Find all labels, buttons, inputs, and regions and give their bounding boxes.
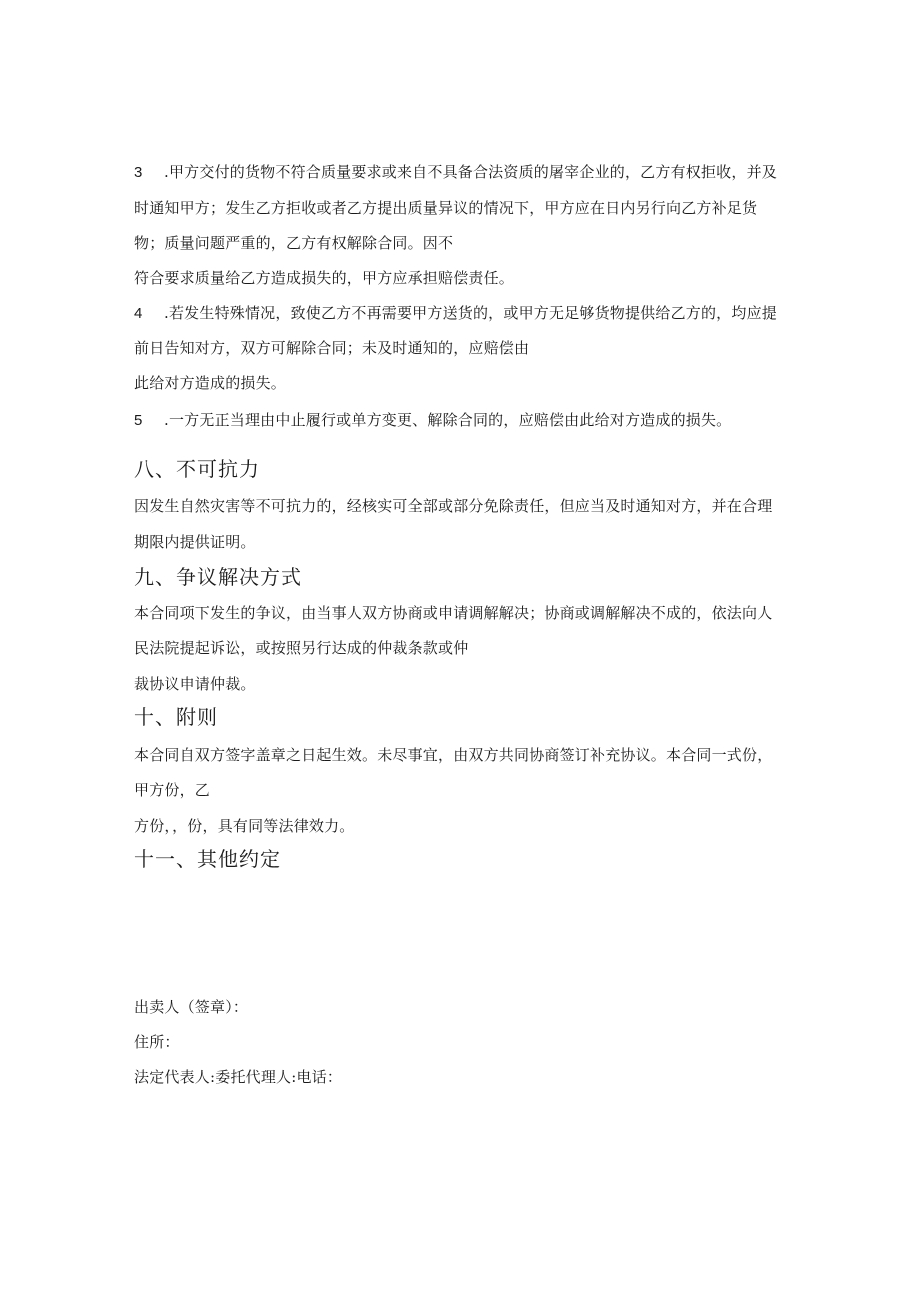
clause7-item3-line2: 时通知甲方；发生乙方拒收或者乙方提出质量异议的情况下，甲方应在日内另行向乙方补足货 [134,199,758,217]
item-text: .甲方交付的货物不符合质量要求或来自不具备合法资质的屠宰企业的，乙方有权拒收，并及 [164,163,777,181]
item-text: .一方无正当理由中止履行或单方变更、解除合同的，应赔偿由此给对方造成的损失。 [164,411,732,429]
clause10-line1: 本合同自双方签字盖章之日起生效。未尽事宜，由双方共同协商签订补充协议。本合同一式份， [134,746,773,764]
clause7-item3-line3: 物；质量问题严重的，乙方有权解除合同。因不 [134,234,454,252]
clause10-line3: 方份，，份，具有同等法律效力。 [134,817,355,835]
clause8-line1: 因发生自然灾害等不可抗力的，经核实可全部或部分免除责任，但应当及时通知对方，并在合理 [134,497,773,515]
item-number: 5 [134,412,143,429]
clause8-line2: 期限内提供证明。 [134,533,256,551]
clause7-item5-line1 [134,410,731,431]
item-number: 4 [134,305,143,322]
item-number: 3 [134,164,143,181]
clause8-heading: 八、不可抗力 [134,457,260,481]
clause7-item4-line2: 前日告知对方，双方可解除合同；未及时通知的，应赔偿由 [134,339,530,357]
clause11-heading: 十一、其他约定 [134,847,281,871]
clause9-line1: 本合同项下发生的争议，由当事人双方协商或申请调解解决；协商或调解解决不成的，依法向人 [134,604,773,622]
clause7-item3-line4: 符合要求质量给乙方造成损失的，甲方应承担赔偿责任。 [134,269,515,287]
seller-signature-label: 出卖人（签章）： [134,998,249,1016]
clause9-heading: 九、争议解决方式 [134,565,302,589]
clause9-line3: 裁协议申请仲裁。 [134,675,256,693]
address-label: 住所： [134,1033,180,1051]
clause7-item4-line3: 此给对方造成的损失。 [134,374,287,392]
clause9-line2: 民法院提起诉讼，或按照另行达成的仲裁条款或仲 [134,639,469,657]
clause10-heading: 十、附则 [134,705,218,729]
item-text: .若发生特殊情况，致使乙方不再需要甲方送货的，或甲方无足够货物提供给乙方的，均应提 [164,304,777,322]
clause7-item3-line1 [134,162,777,183]
clause10-line2: 甲方份，乙 [134,781,211,799]
representatives-label: 法定代表人:委托代理人:电话： [134,1068,343,1086]
clause7-item4-line1 [134,303,777,324]
